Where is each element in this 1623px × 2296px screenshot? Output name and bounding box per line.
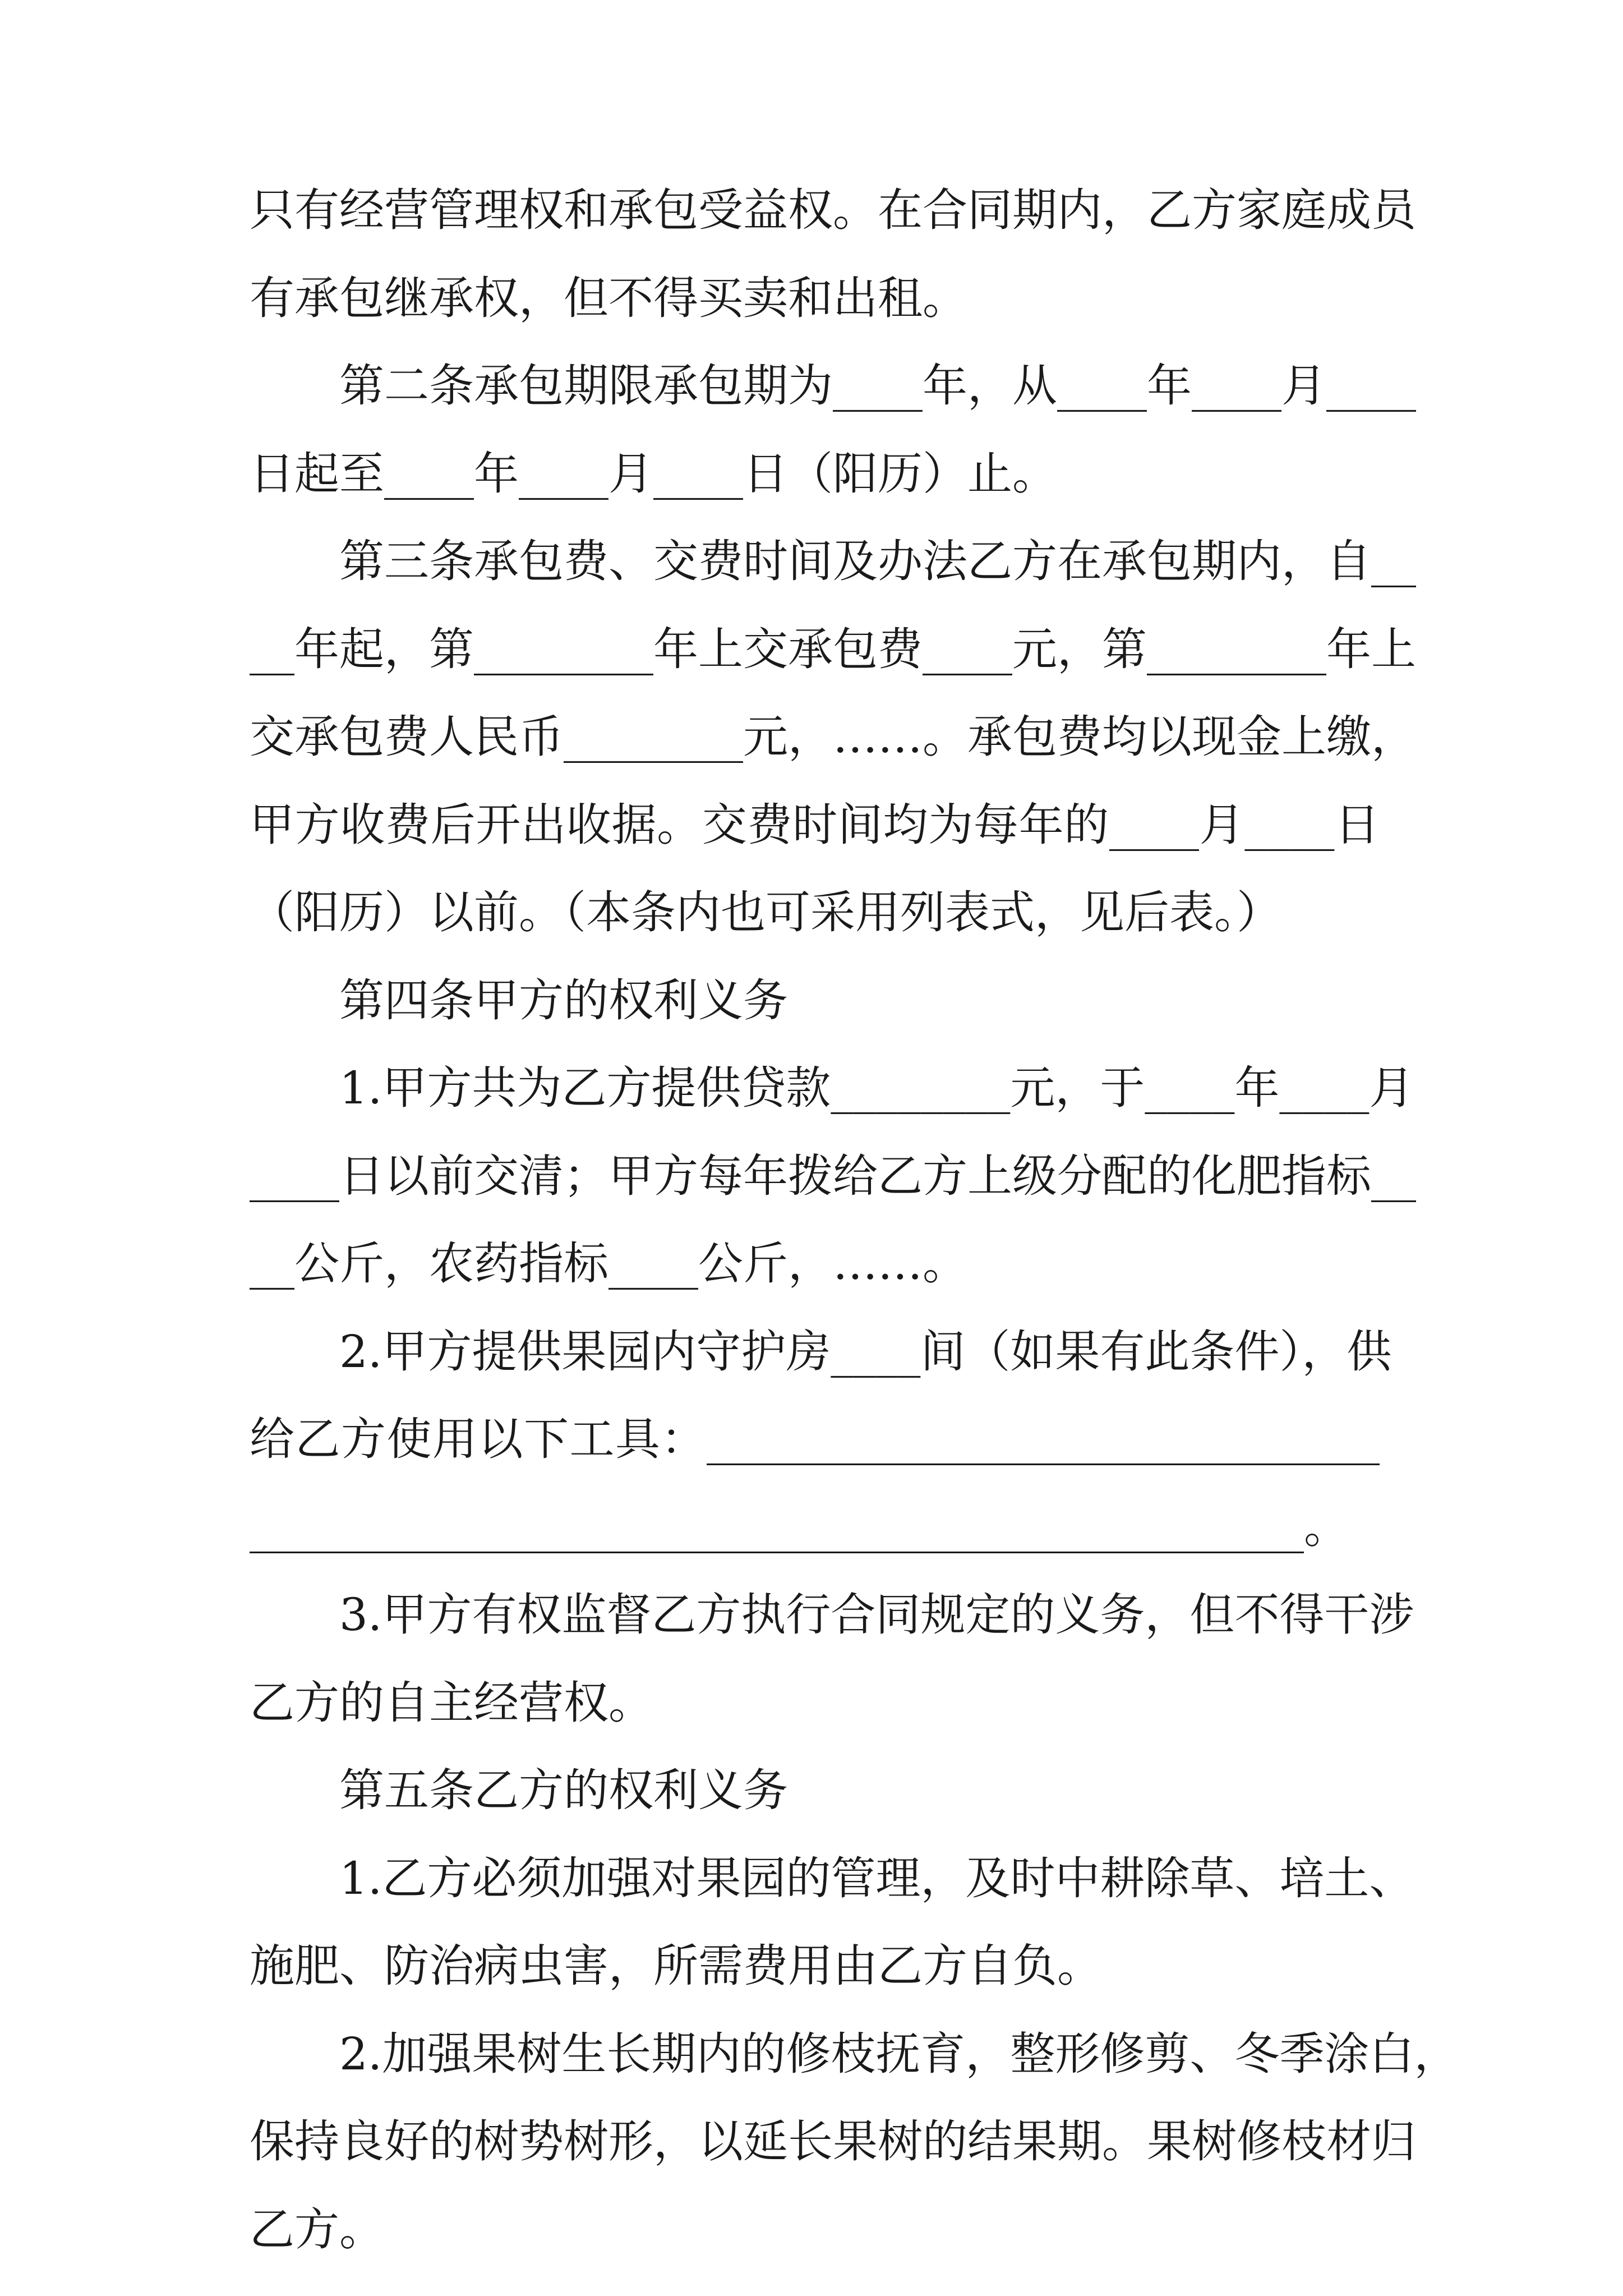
text-line	[0, 2100, 1623, 2183]
line-text: 第四条甲方的权利义务	[339, 974, 788, 1027]
text-line	[0, 168, 1623, 252]
line-text: 保持良好的树势树形，以延长果树的结果期。果树修枝材归	[250, 2115, 1416, 2168]
line-text: 第三条承包费、交费时间及办法乙方在承包期内，自__	[339, 535, 1416, 587]
line-text: （阳历）以前。（本条内也可采用列表式，见后表。）	[250, 886, 1281, 938]
text-line	[0, 1222, 1623, 1305]
text-line	[0, 608, 1623, 691]
line-text: 第二条承包期限承包期为____年，从____年____月____	[339, 360, 1416, 412]
line-text: 2.甲方提供果园内守护房____间（如果有此条件），供	[339, 1326, 1392, 1378]
text-line	[0, 783, 1623, 867]
text-line	[0, 2188, 1623, 2271]
line-text: _______________________________________________。	[250, 1501, 1349, 1553]
line-text: 只有经营管理权和承包受益权。在合同期内，乙方家庭成员	[250, 184, 1416, 236]
line-text: 乙方。	[250, 2203, 384, 2256]
text-line	[0, 695, 1623, 779]
text-line	[0, 1046, 1623, 1130]
text-line	[0, 1749, 1623, 1832]
text-line	[0, 1485, 1623, 1569]
line-text: 日起至____年____月____日（阳历）止。	[250, 448, 1057, 500]
text-line	[0, 1397, 1623, 1481]
line-text: 1.甲方共为乙方提供贷款________元，于____年____月	[339, 1062, 1414, 1114]
text-line	[0, 432, 1623, 516]
line-text: 1.乙方必须加强对果园的管理，及时中耕除草、培土、	[339, 1852, 1414, 1904]
line-text: 给乙方使用以下工具：______________________________	[250, 1413, 1380, 1465]
text-line	[0, 959, 1623, 1042]
line-text: 有承包继承权，但不得买卖和出租。	[250, 272, 967, 324]
line-text: 3.甲方有权监督乙方执行合同规定的义务，但不得干涉	[339, 1589, 1414, 1641]
text-line	[0, 1310, 1623, 1393]
line-text: ____日以前交清；甲方每年拨给乙方上级分配的化肥指标__	[250, 1150, 1416, 1202]
text-line	[0, 256, 1623, 340]
text-line	[0, 2012, 1623, 2096]
text-line	[0, 1573, 1623, 1657]
text-line	[0, 1924, 1623, 2008]
line-text: 乙方的自主经营权。	[250, 1677, 653, 1729]
line-text: __公斤，农药指标____公斤，……。	[250, 1237, 967, 1290]
line-text: 交承包费人民币________元，……。承包费均以现金上缴，	[250, 711, 1416, 763]
line-text: __年起，第________年上交承包费____元，第________年上	[250, 623, 1416, 675]
line-text: 施肥、防治病虫害，所需费用由乙方自负。	[250, 1940, 1102, 1992]
text-line	[0, 871, 1623, 954]
text-line	[0, 344, 1623, 427]
text-line	[0, 519, 1623, 603]
line-text: 第五条乙方的权利义务	[339, 1764, 788, 1816]
text-line	[0, 1837, 1623, 1920]
text-line	[0, 1661, 1623, 1745]
line-text: 甲方收费后开出收据。交费时间均为每年的____月____日	[250, 799, 1380, 851]
line-text: 2.加强果树生长期内的修枝抚育，整形修剪、冬季涂白，	[339, 2028, 1459, 2080]
text-line	[0, 1134, 1623, 1218]
